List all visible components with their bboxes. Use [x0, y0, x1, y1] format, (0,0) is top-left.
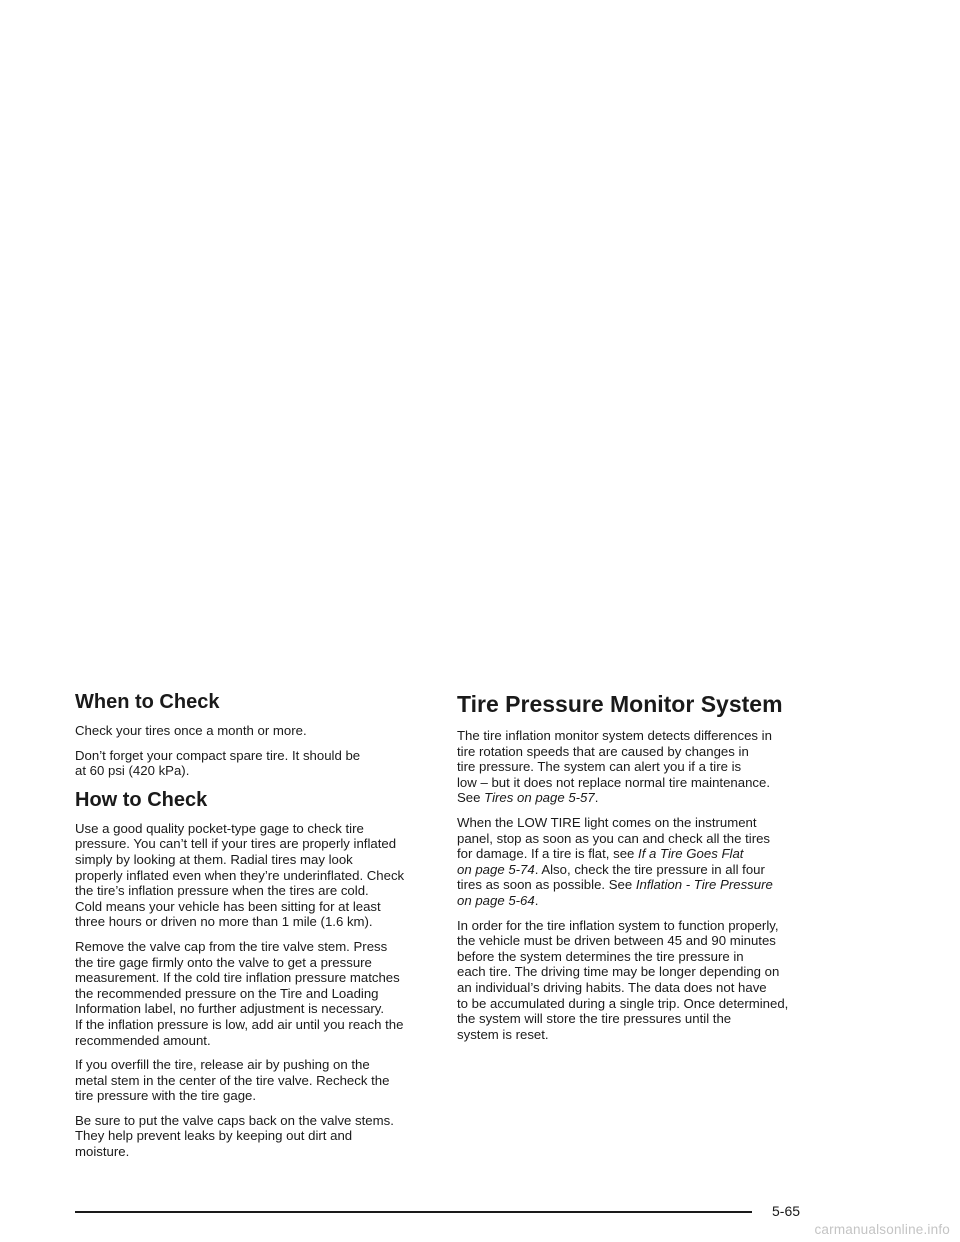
text-line: Check your tires once a month or more.: [75, 723, 307, 738]
text-line: the system will store the tire pressures until the: [457, 1011, 732, 1027]
tpms-paragraph-2: When the LOW TIRE light comes on the instrument panel, stop as soon as you can and check all the tires for damage. If a tire is flat, see If a Tire Goes Flat on page 5-74. Also, check the tire pressure in all four tires as soon as possible. See Inflation - Tire Pressure on page 5-64.: [457, 814, 773, 908]
inflation-reference-link-page[interactable]: on page 5-64: [457, 892, 535, 908]
tire-pressure-monitor-heading: Tire Pressure Monitor System: [457, 691, 783, 717]
when-to-check-heading: When to Check: [75, 691, 220, 713]
text-line: The tire inflation monitor system detects differences in: [457, 728, 772, 743]
text-line: pressure. You can’t tell if your tires are properly inflated: [75, 836, 397, 852]
text-line: the tire gage firmly onto the valve to get a pressure: [75, 954, 372, 970]
text-line: If the inflation pressure is low, add air until you reach the: [75, 1016, 404, 1032]
text-line: the tire’s inflation pressure when the tires are cold.: [75, 883, 369, 899]
text-line: properly inflated even when they’re underinflated. Check: [75, 867, 405, 883]
how-paragraph-4: [75, 1113, 440, 1160]
text-line: Cold means your vehicle has been sitting for at least: [75, 898, 381, 914]
text-line: an individual’s driving habits. The data does not have: [457, 979, 767, 995]
watermark: carmanualsonline.info: [814, 1222, 950, 1237]
text-line: Don’t forget your compact spare tire. It should be: [75, 747, 361, 763]
right-column: [457, 690, 827, 1051]
flat-tire-reference-link-page[interactable]: on page 5-74: [457, 861, 535, 877]
tires-page-reference-link[interactable]: Tires on page 5-57: [484, 790, 595, 806]
tpms-paragraph-3: [457, 918, 827, 1043]
text-line: moisture.: [75, 1144, 130, 1160]
text-line: metal stem in the center of the tire valve. Recheck the: [75, 1072, 390, 1088]
inflation-reference-link[interactable]: Inflation - Tire Pressure: [635, 877, 773, 893]
left-column: [75, 690, 440, 1169]
flat-tire-reference-link[interactable]: If a Tire Goes Flat: [638, 846, 744, 862]
text-line: each tire. The driving time may be longer depending on: [457, 964, 780, 980]
text-line: at 60 psi (420 kPa).: [75, 763, 190, 779]
text-line: measurement. If the cold tire inflation pressure matches: [75, 970, 400, 986]
text-line: to be accumulated during a single trip. Once determined,: [457, 995, 789, 1011]
text-line: Information label, no further adjustment is necessary.: [75, 1001, 385, 1017]
text-line: before the system determines the tire pressure in: [457, 948, 744, 964]
text-line: Use a good quality pocket-type gage to check tire: [75, 820, 364, 836]
footer-rule: [75, 1211, 752, 1213]
text-line: If you overfill the tire, release air by pushing on the: [75, 1057, 370, 1073]
how-to-check-heading: How to Check: [75, 788, 208, 811]
text-line: recommended amount.: [75, 1032, 211, 1048]
how-paragraph-1: [75, 821, 440, 930]
text-line: simply by looking at them. Radial tires may look: [75, 851, 353, 867]
text-line: Be sure to put the valve caps back on the valve stems.: [75, 1112, 394, 1128]
text-line: three hours or driven no more than 1 mile (1.6 km).: [75, 914, 373, 930]
how-paragraph-2: [75, 939, 440, 1048]
text-line: low – but it does not replace normal tire maintenance.: [457, 774, 771, 790]
tpms-paragraph-1: [457, 728, 827, 806]
text-line: In order for the tire inflation system to function properly,: [457, 917, 779, 933]
text-line: They help prevent leaks by keeping out dirt and: [75, 1128, 353, 1144]
text-line: tire pressure. The system can alert you if a tire is: [457, 759, 742, 775]
how-paragraph-3: [75, 1057, 440, 1104]
tpms-p1-see-line: See Tires on page 5-57.: [457, 790, 599, 806]
text-line: the vehicle must be driven between 45 and 90 minutes: [457, 933, 776, 949]
when-paragraph-1: [75, 723, 440, 739]
text-line: Remove the valve cap from the tire valve stem. Press: [75, 938, 388, 954]
text-line: the recommended pressure on the Tire and Loading: [75, 985, 379, 1001]
text-line: tire rotation speeds that are caused by changes in: [457, 743, 749, 759]
when-paragraph-2: [75, 748, 440, 779]
text-line: tire pressure with the tire gage.: [75, 1088, 257, 1104]
page-number: 5-65: [772, 1203, 801, 1219]
text-line: system is reset.: [457, 1026, 549, 1042]
